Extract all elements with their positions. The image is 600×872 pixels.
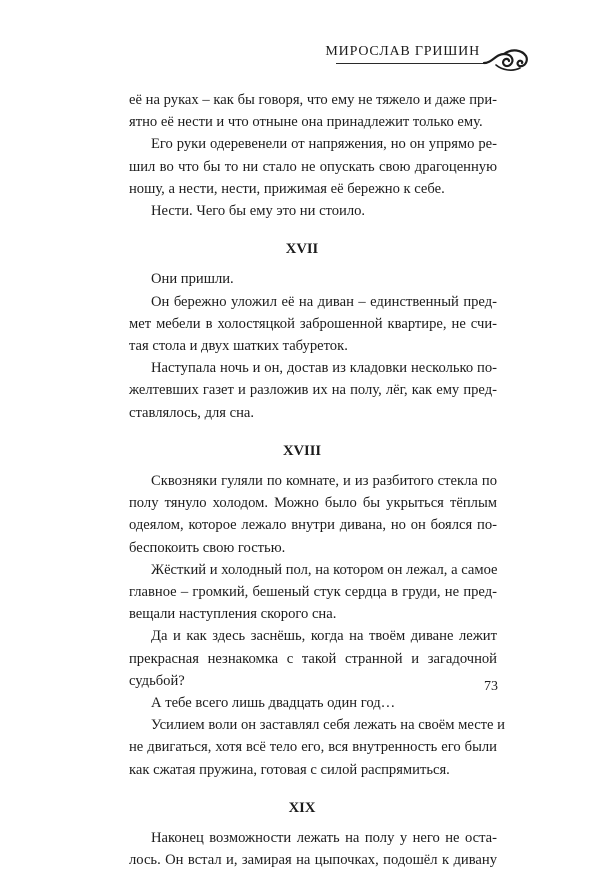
paragraph-7 [107, 470, 497, 559]
text-line: беспокоить свою гостью. [129, 539, 286, 556]
text-line: Его руки одеревенели от напряжения, но он упрямо ре- [151, 136, 497, 153]
header-author-name: МИРОСЛАВ ГРИШИН [325, 44, 480, 59]
paragraph-11 [107, 714, 505, 781]
text-line: Усилием воли он заставлял себя лежать на своём месте и [151, 717, 505, 734]
page-number: 73 [484, 679, 498, 694]
text-line: вещали наступления скорого сна. [129, 606, 337, 623]
text-line: прекрасная незнакомка с такой странной и загадочной [129, 650, 497, 667]
text-line: Наконец возможности лежать на полу у него не оста- [151, 830, 497, 847]
paragraph-10 [107, 692, 497, 714]
paragraph-3 [107, 200, 497, 222]
header-rule [336, 63, 484, 64]
running-header [325, 44, 530, 74]
paragraph-1 [107, 89, 497, 133]
text-line: желтевших газет и разложив их на полу, лёг, как ему пред- [129, 382, 497, 399]
chapter-heading-xvii: XVII [285, 241, 319, 258]
text-line: главное – громкий, бешеный стук сердца в груди, не пред- [129, 584, 497, 601]
paragraph-5 [107, 291, 497, 358]
text-line: Наступала ночь и он, достав из кладовки несколько по- [151, 360, 497, 377]
text-line: не двигаться, хотя всё тело его, вся внутренность его были [129, 739, 497, 756]
text-line: А тебе всего лишь двадцать один год… [151, 695, 396, 712]
text-line: Жёсткий и холодный пол, на котором он лежал, а самое [151, 561, 498, 578]
text-line: как сжатая пружина, готовая с силой распрямиться. [129, 761, 450, 778]
text-line: судьбой? [129, 672, 185, 689]
paragraph-2 [107, 133, 497, 200]
paragraph-9 [107, 625, 497, 692]
paragraph-4 [107, 268, 497, 290]
paragraph-12 [107, 827, 497, 871]
text-line: ставлялось, для сна. [129, 404, 255, 421]
ornament-flourish-icon [482, 46, 530, 76]
text-line: её на руках – как бы говоря, что ему не тяжело и даже при- [129, 92, 497, 108]
text-line: Да и как здесь заснёшь, когда на твоём диване лежит [151, 628, 497, 645]
paragraph-8 [107, 559, 497, 626]
text-line: тая стола и двух шатких табуреток. [129, 338, 348, 355]
text-line: Они пришли. [151, 271, 234, 288]
text-line: мет мебели в холостяцкой заброшенной квартире, не счи- [129, 315, 497, 332]
text-line: ношу, а нести, нести, прижимая её бережно к себе. [129, 180, 445, 197]
text-line: ятно её нести и что отныне она принадлежит только ему. [129, 114, 483, 131]
text-line: лось. Он встал и, замирая на цыпочках, подошёл к дивану [129, 852, 497, 869]
text-line: полу тянуло холодом. Можно было бы укрыться тёплым [129, 495, 497, 512]
chapter-heading-xix: XIX [288, 799, 316, 816]
text-line: Сквозняки гуляли по комнате, и из разбитого стекла по [151, 473, 497, 490]
text-line: Нести. Чего бы ему это ни стоило. [151, 203, 366, 220]
text-line: одеялом, которое лежало внутри дивана, но он боялся по- [129, 517, 497, 534]
text-line: шил во что бы то ни стало не опускать свою драгоценную [129, 158, 497, 175]
body-text [107, 89, 505, 872]
paragraph-6 [107, 357, 497, 424]
chapter-heading-xviii: XVIII [282, 442, 322, 459]
text-line: Он бережно уложил её на диван – единственный пред- [151, 293, 497, 310]
